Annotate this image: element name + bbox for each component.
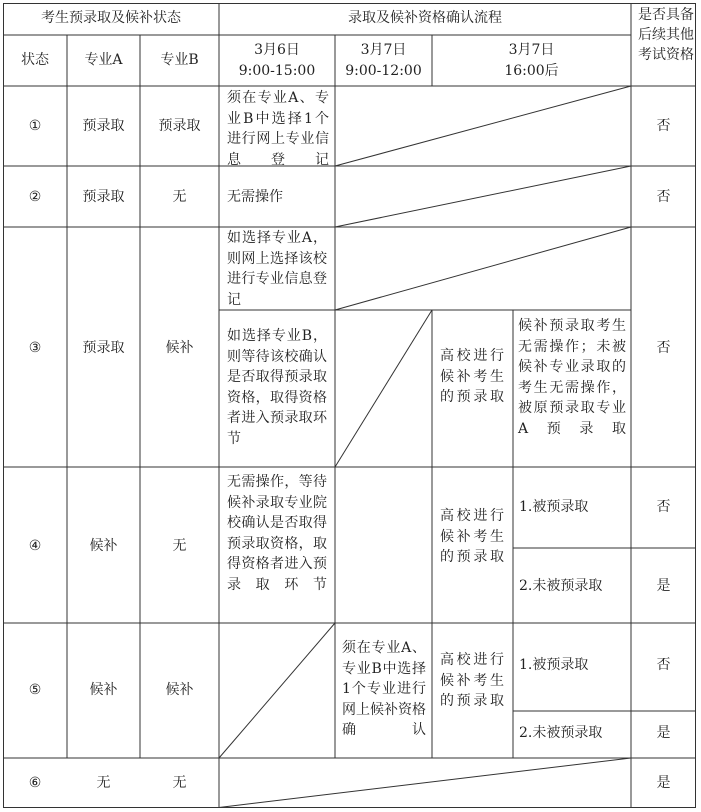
row3-eligible: 否 bbox=[656, 340, 671, 356]
row3-step1-top: 如选择专业A，则网上选择该校进行专业信息登记 bbox=[227, 230, 327, 308]
row4-step1: 无需操作，等待候补录取专业院校确认是否取得预录取资格，取得资格者进入预录取环节 bbox=[227, 474, 327, 593]
row5-status: ⑤ bbox=[28, 682, 42, 698]
row6-eligible: 是 bbox=[656, 775, 671, 791]
row5-major-b: 候补 bbox=[165, 682, 194, 698]
row2-major-a: 预录取 bbox=[82, 189, 125, 205]
row2-status: ② bbox=[28, 189, 42, 205]
row3-step3: 高校进行候补考生的预录取 bbox=[440, 348, 504, 405]
row5-step3: 高校进行候补考生的预录取 bbox=[440, 652, 504, 709]
row4-eligible1: 否 bbox=[656, 499, 671, 515]
row3-status: ③ bbox=[28, 340, 42, 356]
row6-major-b: 无 bbox=[172, 775, 187, 791]
row1-major-a: 预录取 bbox=[82, 118, 125, 134]
row4-outcome2: 2.未被预录取 bbox=[519, 578, 603, 594]
row5-step2: 须在专业A、专业B中选择1个专业进行网上候补资格确认 bbox=[342, 640, 426, 738]
row2-major-b: 无 bbox=[172, 189, 187, 205]
row3-step1-bottom: 如选择专业B，则等待该校确认是否取得预录取资格，取得资格者进入预录取环节 bbox=[227, 328, 327, 447]
row2-eligible: 否 bbox=[656, 189, 671, 205]
header-time3-range: 16:00后 bbox=[504, 63, 559, 79]
header-student-status: 考生预录取及候补状态 bbox=[41, 10, 181, 26]
header-time3-date: 3月7日 bbox=[508, 42, 555, 58]
row2-step1: 无需操作 bbox=[227, 189, 283, 205]
row5-eligible2: 是 bbox=[656, 725, 671, 741]
row5-outcome1: 1.被预录取 bbox=[519, 657, 589, 673]
row6-major-a: 无 bbox=[96, 775, 111, 791]
row4-status: ④ bbox=[28, 538, 42, 554]
row6-status: ⑥ bbox=[28, 775, 42, 791]
row4-major-a: 候补 bbox=[89, 538, 118, 554]
row1-step1: 须在专业A、专业B中选择1个进行网上专业信息登记 bbox=[227, 90, 329, 168]
header-time1-range: 9:00-15:00 bbox=[238, 63, 316, 79]
header-time2-date: 3月7日 bbox=[360, 42, 407, 58]
row1-major-b: 预录取 bbox=[158, 118, 201, 134]
header-major-a: 专业A bbox=[84, 52, 123, 68]
row1-status: ① bbox=[28, 118, 42, 134]
header-process: 录取及候补资格确认流程 bbox=[348, 10, 502, 26]
header-eligibility: 是否具备后续其他考试资格 bbox=[638, 7, 694, 63]
header-status: 状态 bbox=[21, 52, 49, 68]
row5-outcome2: 2.未被预录取 bbox=[519, 725, 603, 741]
row4-step3: 高校进行候补考生的预录取 bbox=[440, 508, 504, 565]
row4-outcome1: 1.被预录取 bbox=[519, 499, 589, 515]
row1-eligible: 否 bbox=[656, 118, 671, 134]
header-major-b: 专业B bbox=[160, 52, 199, 68]
row4-eligible2: 是 bbox=[656, 578, 671, 594]
row3-step4: 候补预录取考生无需操作；未被候补专业录取的考生无需操作，被原预录取专业A预录取 bbox=[518, 318, 626, 437]
row5-eligible1: 否 bbox=[656, 657, 671, 673]
row5-major-a: 候补 bbox=[89, 682, 118, 698]
row3-major-a: 预录取 bbox=[82, 340, 125, 356]
row4-major-b: 无 bbox=[172, 538, 187, 554]
row3-major-b: 候补 bbox=[165, 340, 194, 356]
header-time2-range: 9:00-12:00 bbox=[345, 63, 422, 79]
header-time1-date: 3月6日 bbox=[254, 42, 300, 58]
